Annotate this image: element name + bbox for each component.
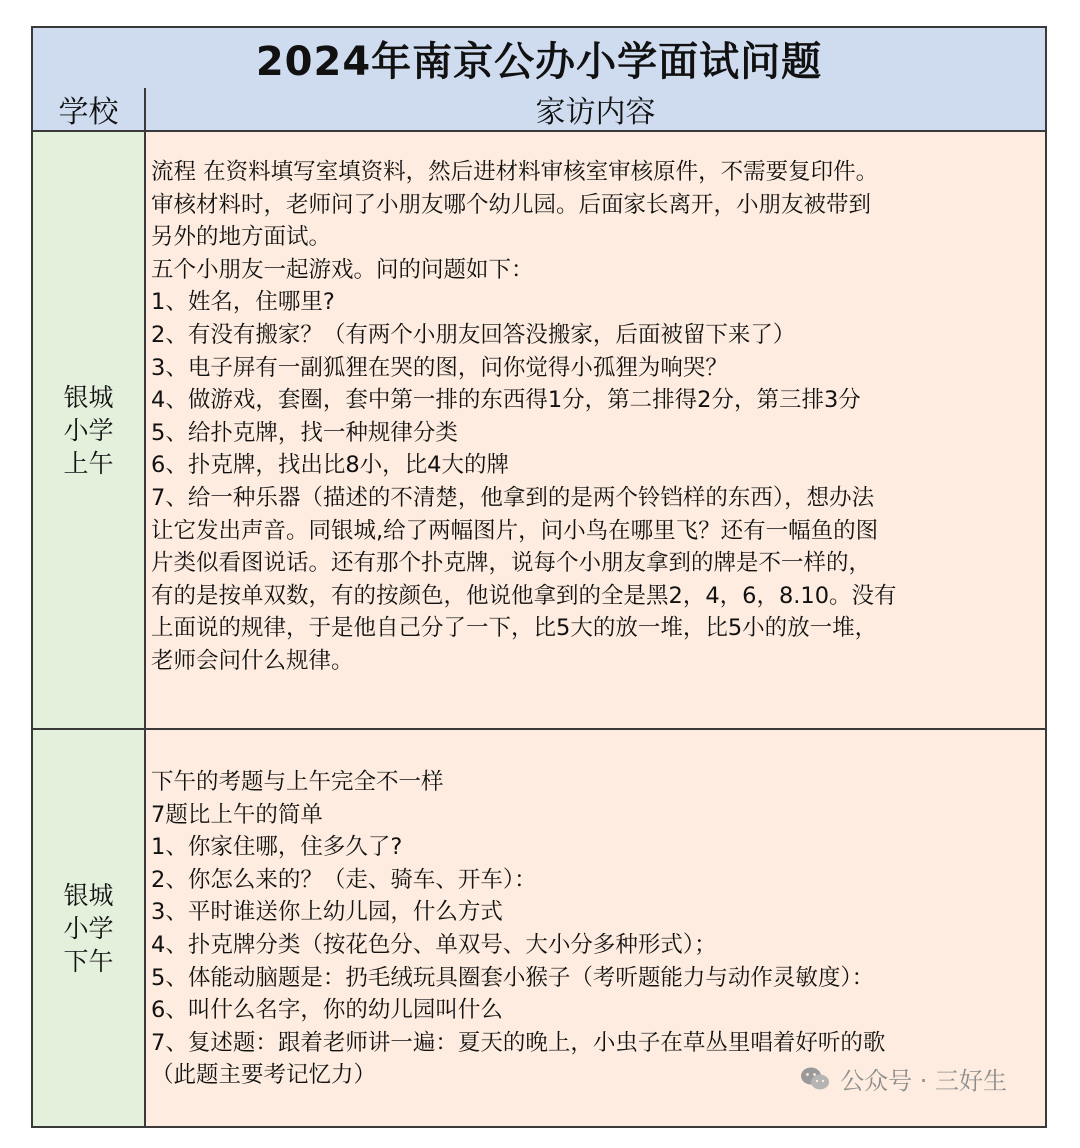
header-row bbox=[33, 88, 1045, 132]
watermark-text: 公众号 · 三好生 bbox=[840, 1067, 1007, 1095]
school-name: 银城小学上午 bbox=[63, 382, 114, 478]
table-row bbox=[33, 730, 1045, 1126]
header-content: 家访内容 bbox=[535, 95, 656, 130]
content-line: 上面说的规律，于是他自己分了一下，比5大的放一堆，比5小的放一堆， bbox=[151, 615, 878, 642]
content-line: 1、你家住哪，住多久了? bbox=[151, 834, 403, 861]
content-line: 4、做游戏，套圈，套中第一排的东西得1分，第二排得2分，第三排3分 bbox=[151, 387, 861, 414]
content-line: 4、扑克牌分类（按花色分、单双号、大小分多种形式）； bbox=[151, 931, 717, 958]
content-line: 老师会问什么规律。 bbox=[151, 647, 354, 674]
content-line: 2、有没有搬家？（有两个小朋友回答没搬家，后面被留下来了） bbox=[151, 321, 796, 348]
school-cell bbox=[33, 132, 146, 728]
content-line: 另外的地方面试。 bbox=[151, 224, 332, 251]
content-lines bbox=[151, 156, 1039, 678]
content-line: 2、你怎么来的？（走、骑车、开车）： bbox=[151, 866, 537, 893]
interview-table bbox=[31, 26, 1047, 1128]
content-line: 7、复述题：跟着老师讲一遍：夏天的晚上，小虫子在草丛里唱着好听的歌 bbox=[151, 1029, 886, 1056]
content-line: 1、姓名，住哪里? bbox=[151, 289, 335, 316]
content-line: 6、扑克牌，找出比8小，比4大的牌 bbox=[151, 452, 509, 479]
content-line: 3、平时谁送你上幼儿园，什么方式 bbox=[151, 899, 503, 926]
watermark bbox=[800, 1061, 1007, 1096]
content-line: 5、体能动脑题是：扔毛绒玩具圈套小猴子（考听题能力与动作灵敏度）： bbox=[151, 964, 875, 991]
content-line: 让它发出声音。同银城,给了两幅图片，问小鸟在哪里飞？还有一幅鱼的图 bbox=[151, 517, 879, 544]
content-line: 7题比上午的简单 bbox=[151, 801, 323, 828]
content-lines bbox=[151, 766, 1039, 1092]
table-title: 2024年南京公办小学面试问题 bbox=[33, 28, 1045, 90]
content-line: 审核材料时，老师问了小朋友哪个幼儿园。后面家长离开，小朋友被带到 bbox=[151, 191, 872, 218]
table-row bbox=[33, 132, 1045, 730]
content-cell bbox=[146, 132, 1045, 728]
content-line: 五个小朋友一起游戏。问的问题如下： bbox=[151, 256, 534, 283]
content-line: 有的是按单双数，有的按颜色，他说他拿到的全是黑2，4，6，8.10。没有 bbox=[151, 582, 897, 609]
content-line: 7、给一种乐器（描述的不清楚，他拿到的是两个铃铛样的东西），想办法 bbox=[151, 484, 875, 511]
content-line: 下午的考题与上午完全不一样 bbox=[151, 769, 444, 795]
content-line: 3、电子屏有一副狐狸在哭的图，问你觉得小孤狸为响哭？ bbox=[151, 354, 728, 381]
school-name: 银城小学下午 bbox=[63, 880, 114, 976]
school-cell bbox=[33, 730, 146, 1126]
content-line: （此题主要考记忆力） bbox=[151, 1062, 377, 1089]
wechat-icon bbox=[800, 1066, 830, 1092]
content-line: 5、给扑克牌，找一种规律分类 bbox=[151, 419, 458, 446]
content-line: 流程 在资料填写室填资料，然后进材料审核室审核原件，不需要复印件。 bbox=[151, 159, 879, 185]
content-line: 6、叫什么名字，你的幼儿园叫什么 bbox=[151, 997, 503, 1024]
content-line: 片类似看图说话。还有那个扑克牌，说每个小朋友拿到的牌是不一样的， bbox=[151, 550, 872, 577]
header-school: 学校 bbox=[33, 88, 146, 130]
